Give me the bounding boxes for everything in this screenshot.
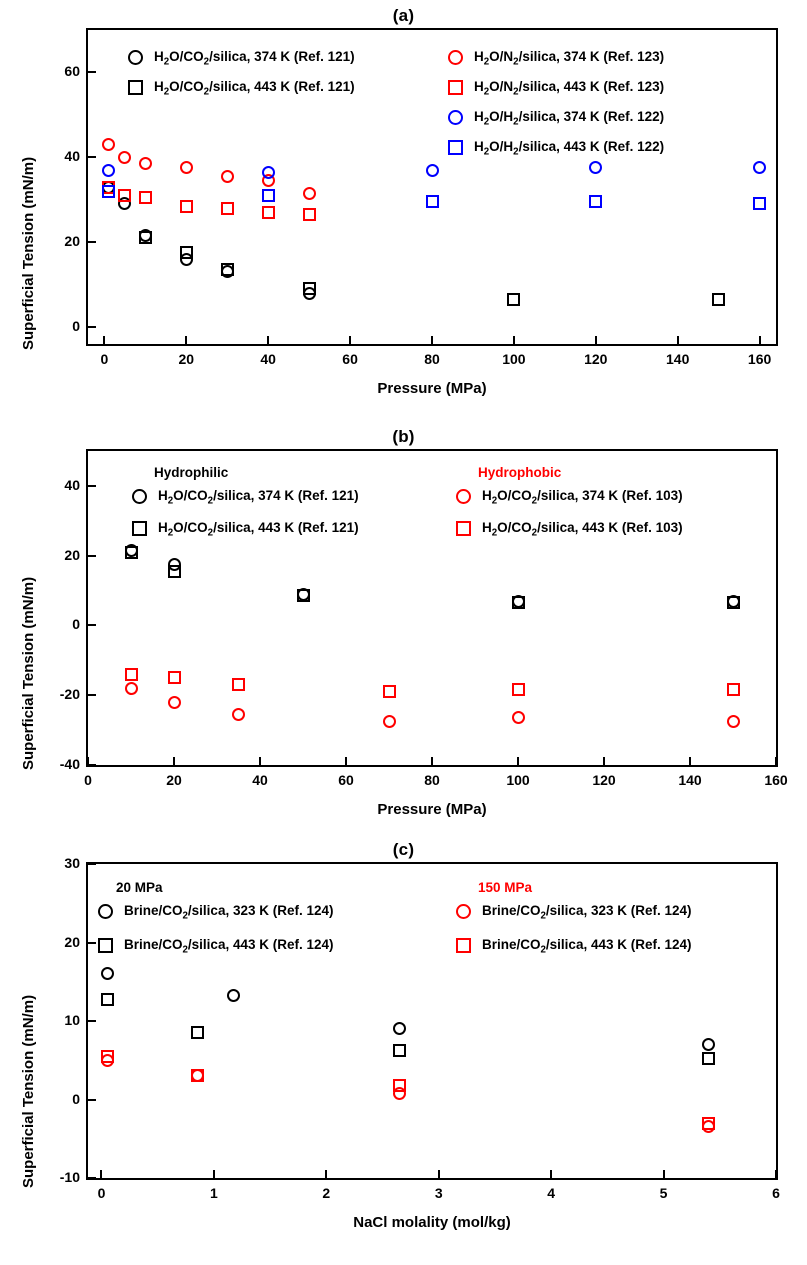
legend-heading: 150 MPa	[478, 880, 533, 895]
data-point	[139, 157, 152, 170]
x-tick-label: 20	[178, 351, 195, 367]
y-tick	[88, 942, 96, 944]
data-point	[221, 170, 234, 183]
data-point	[102, 185, 115, 198]
data-point	[101, 1050, 114, 1063]
data-point	[180, 246, 193, 259]
x-tick-label: 100	[506, 772, 530, 788]
data-point	[232, 678, 245, 691]
data-point	[383, 715, 396, 728]
y-tick-label: -40	[59, 756, 80, 772]
data-point	[303, 208, 316, 221]
legend-marker	[132, 521, 147, 536]
data-point	[191, 1069, 204, 1082]
data-point	[303, 187, 316, 200]
x-tick-label: 140	[666, 351, 690, 367]
data-point	[180, 200, 193, 213]
data-point	[727, 715, 740, 728]
data-point	[702, 1038, 715, 1051]
data-point	[221, 202, 234, 215]
x-tick-label: 100	[502, 351, 526, 367]
y-tick	[88, 156, 96, 158]
data-point	[168, 671, 181, 684]
panel-c-axes	[59, 855, 780, 1201]
x-tick	[103, 336, 105, 344]
x-tick-label: 120	[584, 351, 608, 367]
data-point	[589, 195, 602, 208]
data-point	[727, 596, 740, 609]
legend-label: Brine/$CO_2$/silica, 443 K (Ref. 124)	[124, 937, 334, 956]
y-tick-label: 20	[64, 546, 80, 563]
y-tick-label: 40	[64, 148, 80, 165]
legend-heading: Hydrophobic	[478, 465, 562, 480]
data-point	[426, 195, 439, 208]
x-tick	[325, 1170, 327, 1178]
data-point	[753, 197, 766, 210]
y-tick-label: 10	[64, 1012, 80, 1028]
panel-a-title: (a)	[392, 6, 415, 25]
data-point	[589, 161, 602, 174]
panel-a-ylabel: Superficial Tension (mN/m)	[20, 156, 37, 350]
panel-c	[0, 838, 807, 1265]
y-tick-label: 60	[64, 63, 80, 80]
data-point	[393, 1022, 406, 1035]
y-tick-label: 40	[64, 476, 80, 493]
data-point	[191, 1026, 204, 1039]
x-tick-label: 1	[210, 1185, 218, 1201]
legend-marker	[448, 50, 463, 65]
data-point	[221, 263, 234, 276]
data-point	[512, 683, 525, 696]
x-tick-label: 0	[84, 772, 92, 788]
y-tick-label: 0	[72, 1090, 80, 1107]
x-tick-label: 0	[100, 351, 109, 367]
legend-marker	[456, 489, 471, 504]
legend-heading: Hydrophilic	[154, 465, 229, 480]
x-tick-label: 0	[97, 1185, 106, 1201]
data-point	[303, 282, 316, 295]
x-tick-label: 40	[252, 772, 268, 788]
x-tick-label: 60	[342, 351, 358, 367]
legend-label: $H_2O/CO_2$/silica, 443 K (Ref. 103)	[482, 520, 683, 539]
x-tick-label: 140	[678, 772, 702, 788]
y-tick	[88, 485, 96, 487]
panel-a-xlabel: Pressure (MPa)	[377, 380, 487, 397]
data-point	[168, 696, 181, 709]
panel-c-xlabel: NaCl molality (mol/kg)	[353, 1214, 511, 1231]
data-point	[393, 1044, 406, 1057]
legend-label: Brine/$CO_2$/silica, 323 K (Ref. 124)	[482, 903, 692, 922]
legend-label: $H_2O/N_2$/silica, 374 K (Ref. 123)	[474, 49, 665, 68]
y-tick	[88, 624, 96, 626]
legend-label: Brine/$CO_2$/silica, 323 K (Ref. 124)	[124, 903, 334, 922]
x-tick	[775, 1170, 777, 1178]
panel-b-title: (b)	[392, 427, 415, 446]
y-tick-label: -20	[59, 686, 80, 703]
y-tick	[88, 555, 96, 557]
data-point	[702, 1052, 715, 1065]
data-point	[232, 708, 245, 721]
data-point	[297, 589, 310, 602]
data-point	[168, 565, 181, 578]
data-point	[712, 293, 725, 306]
legend-label: $H_2O/CO_2$/silica, 374 K (Ref. 121)	[158, 488, 359, 507]
legend-marker	[128, 50, 143, 65]
legend-label: $H_2O/CO_2$/silica, 374 K (Ref. 121)	[154, 49, 355, 68]
legend-label: $H_2O/CO_2$/silica, 443 K (Ref. 121)	[158, 520, 359, 539]
y-tick-label: 30	[64, 855, 80, 871]
x-tick-label: 80	[424, 772, 440, 788]
data-point	[125, 668, 138, 681]
panel-a-axes	[64, 28, 778, 367]
legend-marker	[98, 904, 113, 919]
x-tick	[259, 757, 261, 765]
data-point	[139, 231, 152, 244]
x-tick-label: 40	[260, 351, 276, 367]
y-tick-label: 20	[64, 233, 80, 250]
data-point	[101, 967, 114, 980]
y-tick	[88, 1177, 96, 1179]
legend-marker	[98, 938, 113, 953]
data-point	[102, 164, 115, 177]
y-tick-label: 0	[72, 318, 80, 335]
panel-a	[0, 0, 807, 415]
legend-marker	[448, 140, 463, 155]
x-tick-label: 80	[424, 351, 440, 367]
legend-marker	[456, 904, 471, 919]
panel-b-xlabel: Pressure (MPa)	[377, 801, 487, 818]
y-tick	[88, 764, 96, 766]
x-tick-label: 20	[166, 772, 182, 788]
x-tick	[173, 757, 175, 765]
data-point	[125, 682, 138, 695]
x-tick	[431, 336, 433, 344]
data-point	[753, 161, 766, 174]
data-point	[139, 191, 152, 204]
x-tick	[345, 757, 347, 765]
panel-b	[0, 425, 807, 835]
data-point	[426, 164, 439, 177]
x-tick	[775, 757, 777, 765]
data-point	[227, 989, 240, 1002]
x-tick	[759, 336, 761, 344]
x-tick-label: 120	[592, 772, 616, 788]
legend-marker	[128, 80, 143, 95]
x-tick	[677, 336, 679, 344]
x-tick-label: 4	[547, 1185, 556, 1201]
panel-c-ylabel: Superficial Tension (mN/m)	[20, 994, 37, 1188]
x-tick	[438, 1170, 440, 1178]
legend-label: $H_2O/CO_2$/silica, 443 K (Ref. 121)	[154, 79, 355, 98]
data-point	[102, 138, 115, 151]
x-tick	[100, 1170, 102, 1178]
x-tick	[689, 757, 691, 765]
x-tick-label: 160	[747, 351, 772, 367]
x-tick	[517, 757, 519, 765]
data-point	[262, 189, 275, 202]
x-tick-label: 3	[434, 1185, 443, 1201]
y-tick	[88, 694, 96, 696]
data-point	[512, 596, 525, 609]
x-tick	[663, 1170, 665, 1178]
legend-label: Brine/$CO_2$/silica, 443 K (Ref. 124)	[482, 937, 692, 956]
y-tick	[88, 863, 96, 865]
y-tick-label: 20	[64, 933, 80, 950]
data-point	[180, 161, 193, 174]
x-tick-label: 2	[322, 1185, 331, 1201]
x-tick	[431, 757, 433, 765]
legend-label: $H_2O/N_2$/silica, 443 K (Ref. 123)	[474, 79, 665, 98]
x-tick	[595, 336, 597, 344]
data-point	[393, 1079, 406, 1092]
y-tick	[88, 241, 96, 243]
data-point	[101, 993, 114, 1006]
y-tick-label: 0	[72, 616, 80, 633]
data-point	[118, 189, 131, 202]
x-tick-label: 6	[772, 1185, 780, 1201]
legend-label: $H_2O/H_2$/silica, 443 K (Ref. 122)	[474, 139, 665, 158]
data-point	[507, 293, 520, 306]
y-tick	[88, 71, 96, 73]
data-point	[702, 1117, 715, 1130]
data-point	[262, 166, 275, 179]
legend-marker	[456, 521, 471, 536]
legend-heading: 20 MPa	[116, 880, 163, 895]
x-tick	[349, 336, 351, 344]
data-point	[512, 711, 525, 724]
data-point	[118, 151, 131, 164]
legend-marker	[132, 489, 147, 504]
legend-label: $H_2O/CO_2$/silica, 374 K (Ref. 103)	[482, 488, 683, 507]
x-tick	[603, 757, 605, 765]
x-tick	[513, 336, 515, 344]
y-tick	[88, 1099, 96, 1101]
x-tick	[185, 336, 187, 344]
legend-label: $H_2O/H_2$/silica, 374 K (Ref. 122)	[474, 109, 665, 128]
data-point	[383, 685, 396, 698]
x-tick-label: 60	[338, 772, 354, 788]
x-tick	[267, 336, 269, 344]
legend-marker	[448, 80, 463, 95]
x-tick-label: 5	[659, 1185, 668, 1201]
x-tick-label: 160	[764, 772, 788, 788]
legend-marker	[448, 110, 463, 125]
panel-b-ylabel: Superficial Tension (mN/m)	[20, 576, 37, 770]
panel-c-title: (c)	[392, 840, 415, 859]
x-tick	[550, 1170, 552, 1178]
y-tick	[88, 1020, 96, 1022]
y-tick	[88, 326, 96, 328]
legend-marker	[456, 938, 471, 953]
panel-b-axes	[59, 449, 788, 788]
data-point	[727, 683, 740, 696]
data-point	[125, 546, 138, 559]
x-tick	[213, 1170, 215, 1178]
data-point	[262, 206, 275, 219]
y-tick-label: -10	[59, 1169, 80, 1185]
